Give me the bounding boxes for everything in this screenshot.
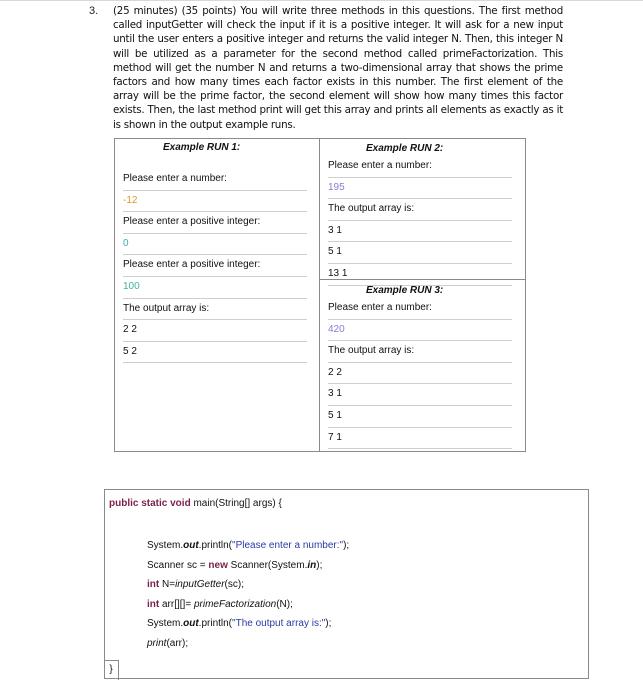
code-line-2 xyxy=(147,556,349,576)
output-line: Please enter a number: xyxy=(328,156,512,178)
token: Scanner(System. xyxy=(227,559,308,571)
run-3-title: Example RUN 3: xyxy=(366,285,444,296)
token: int xyxy=(147,579,160,591)
main-body xyxy=(147,536,349,654)
output-line: Please enter a positive integer: xyxy=(123,255,307,277)
token: print xyxy=(147,637,167,649)
main-signature xyxy=(109,498,282,509)
token: System. xyxy=(147,540,184,551)
closing-brace: } xyxy=(104,660,119,680)
page-top-border xyxy=(0,0,643,1)
example-run-2 xyxy=(328,139,520,286)
output-line: 195 xyxy=(328,178,512,200)
output-line: 5 2 xyxy=(123,342,307,364)
output-line: 7 1 xyxy=(328,428,512,450)
signature-rest: main(String[] args) { xyxy=(190,498,282,509)
code-block xyxy=(104,489,589,679)
token: ); xyxy=(343,540,350,551)
token: N= xyxy=(159,579,176,591)
token: .println( xyxy=(198,618,233,630)
code-line-3 xyxy=(147,575,349,595)
run-1-output xyxy=(123,169,307,363)
output-line: 100 xyxy=(123,277,307,299)
token: primeFactorization xyxy=(193,598,277,610)
token: new xyxy=(208,559,228,571)
output-line: 0 xyxy=(123,234,307,256)
run-2-title: Example RUN 2: xyxy=(366,143,444,154)
column-divider xyxy=(319,139,320,451)
token: in xyxy=(307,559,317,571)
token: Scanner sc = xyxy=(147,559,209,571)
token: (sc); xyxy=(224,579,244,591)
code-line-4 xyxy=(147,595,349,615)
output-line: The output array is: xyxy=(328,341,512,363)
token: (N); xyxy=(276,598,293,610)
question-number: 3. xyxy=(89,5,99,17)
output-line: 5 1 xyxy=(328,406,512,428)
output-line: 420 xyxy=(328,320,512,342)
code-line-1 xyxy=(147,536,349,556)
token: System. xyxy=(147,618,184,630)
output-line: 2 2 xyxy=(328,363,512,385)
token: (arr); xyxy=(166,637,189,649)
output-line: 3 1 xyxy=(328,221,512,243)
run-3-output xyxy=(328,298,520,449)
example-runs-table xyxy=(114,138,526,452)
output-line: 5 1 xyxy=(328,242,512,264)
token: "Please enter a number:" xyxy=(232,540,344,551)
output-line: Please enter a positive integer: xyxy=(123,212,307,234)
token: inputGetter xyxy=(175,579,225,591)
question-text: (25 minutes) (35 points) You will write three methods in this questions. The first method called inputGetter will check the input if it is a positive integer. It will ask for a new input until the user enters a positive integer and returns the valid integer N. Then, this integer N will be utilized as a parameter for the second method called primeFactorization. This method will get the number N and returns a two-dimensional array that shows the prime factors and how many times each factor exists in this number. The first element of the array will be the prime factor, the second element will show how many times this factor exists. Then, the last method print will get this array and prints all elements as exactly as it is shown in the output example runs. xyxy=(113,5,563,131)
output-line: 3 1 xyxy=(328,384,512,406)
output-line: The output array is: xyxy=(328,199,512,221)
run-2-output xyxy=(328,156,520,286)
run-1-title: Example RUN 1: xyxy=(163,142,241,153)
output-line: Please enter a number: xyxy=(328,298,512,320)
token: int xyxy=(147,598,160,610)
token: ); xyxy=(325,618,332,630)
token: ); xyxy=(316,559,323,571)
token: arr[][]= xyxy=(159,598,194,610)
example-run-3 xyxy=(328,280,520,449)
output-line: -12 xyxy=(123,191,307,213)
token: .println( xyxy=(198,540,233,551)
output-line: 2 2 xyxy=(123,320,307,342)
token: "The output array is:" xyxy=(232,618,326,630)
code-line-6 xyxy=(147,634,349,654)
output-line: The output array is: xyxy=(123,299,307,321)
signature-keyword: public static void xyxy=(109,498,191,509)
code-line-5 xyxy=(147,614,349,634)
output-line: 13 1 xyxy=(328,264,512,286)
token: out xyxy=(183,618,199,630)
token: out xyxy=(183,540,199,551)
output-line: Please enter a number: xyxy=(123,169,307,191)
